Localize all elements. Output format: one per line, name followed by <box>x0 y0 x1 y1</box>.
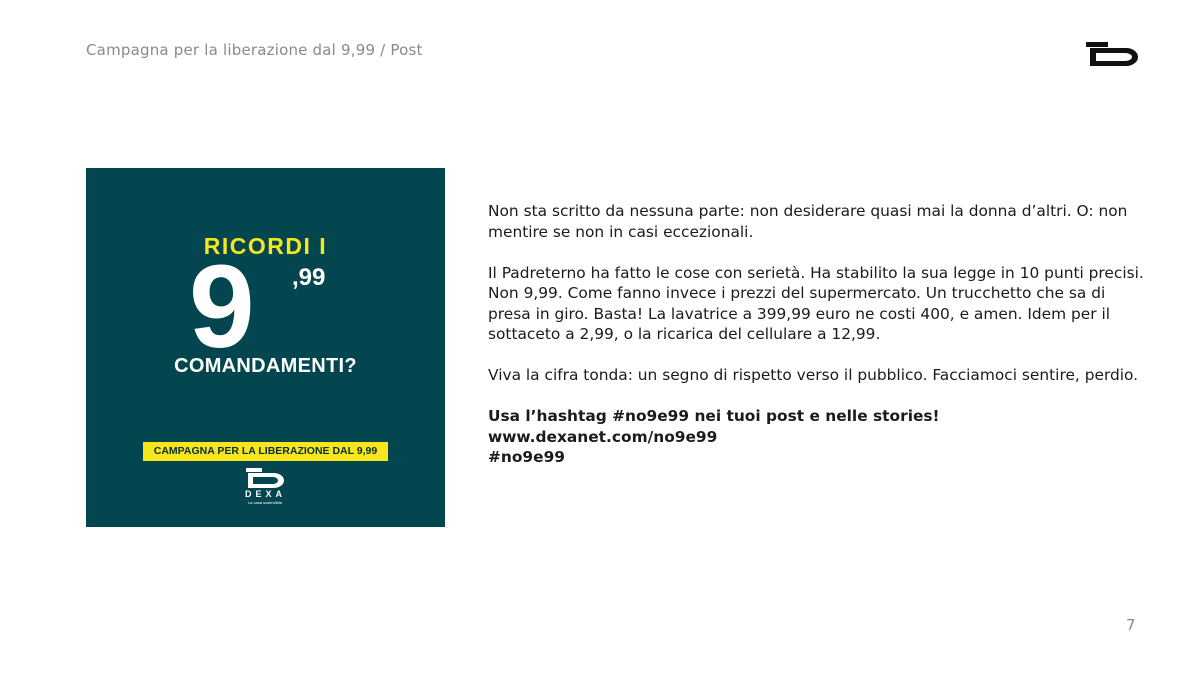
page-number: 7 <box>1126 616 1136 634</box>
post-description <box>488 201 1148 468</box>
campaign-url: www.dexanet.com/no9e99 <box>488 427 718 446</box>
post-headline-top: RICORDI I <box>203 233 328 259</box>
page-header-title: Campagna per la liberazione dal 9,99 / Post <box>86 41 423 59</box>
hashtag: #no9e99 <box>488 448 565 466</box>
post-brand-tagline: La casa sostenibile. <box>247 500 284 505</box>
dexa-card-logo-icon <box>244 468 288 488</box>
paragraph-3: Viva la cifra tonda: un segno di rispetto verso il pubblico. Facciamoci sentire, perdio. <box>488 366 1139 384</box>
paragraph-1: Non sta scritto da nessuna parte: non desiderare quasi mai la donna d’altri. O: non mentire se non in casi eccezionali. <box>488 202 1128 241</box>
post-headline-bottom: COMANDAMENTI? <box>174 355 357 377</box>
post-decimals: ,99 <box>292 264 326 291</box>
hashtag-cta: Usa l’hashtag #no9e99 nei tuoi post e nelle stories! <box>488 407 940 425</box>
paragraph-2: Il Padreterno ha fatto le cose con serietà. Ha stabilito la sua legge in 10 punti precisi. Non 9,99. Come fanno invece i prezzi del supermercato. Un trucchetto che sa di presa in giro. Basta! La lavatrice a 399,99 euro ne costi 400, e amen. Idem per il sottaceto a 2,99, o la ricarica del cellulare a 12,99. <box>488 263 1144 343</box>
dexa-logo-icon <box>1086 42 1144 66</box>
post-campaign-banner: CAMPAGNA PER LA LIBERAZIONE DAL 9,99 <box>143 442 388 461</box>
post-image <box>86 168 445 527</box>
post-brand-name: DEXA <box>244 489 286 499</box>
post-big-number: 9 <box>189 241 255 373</box>
